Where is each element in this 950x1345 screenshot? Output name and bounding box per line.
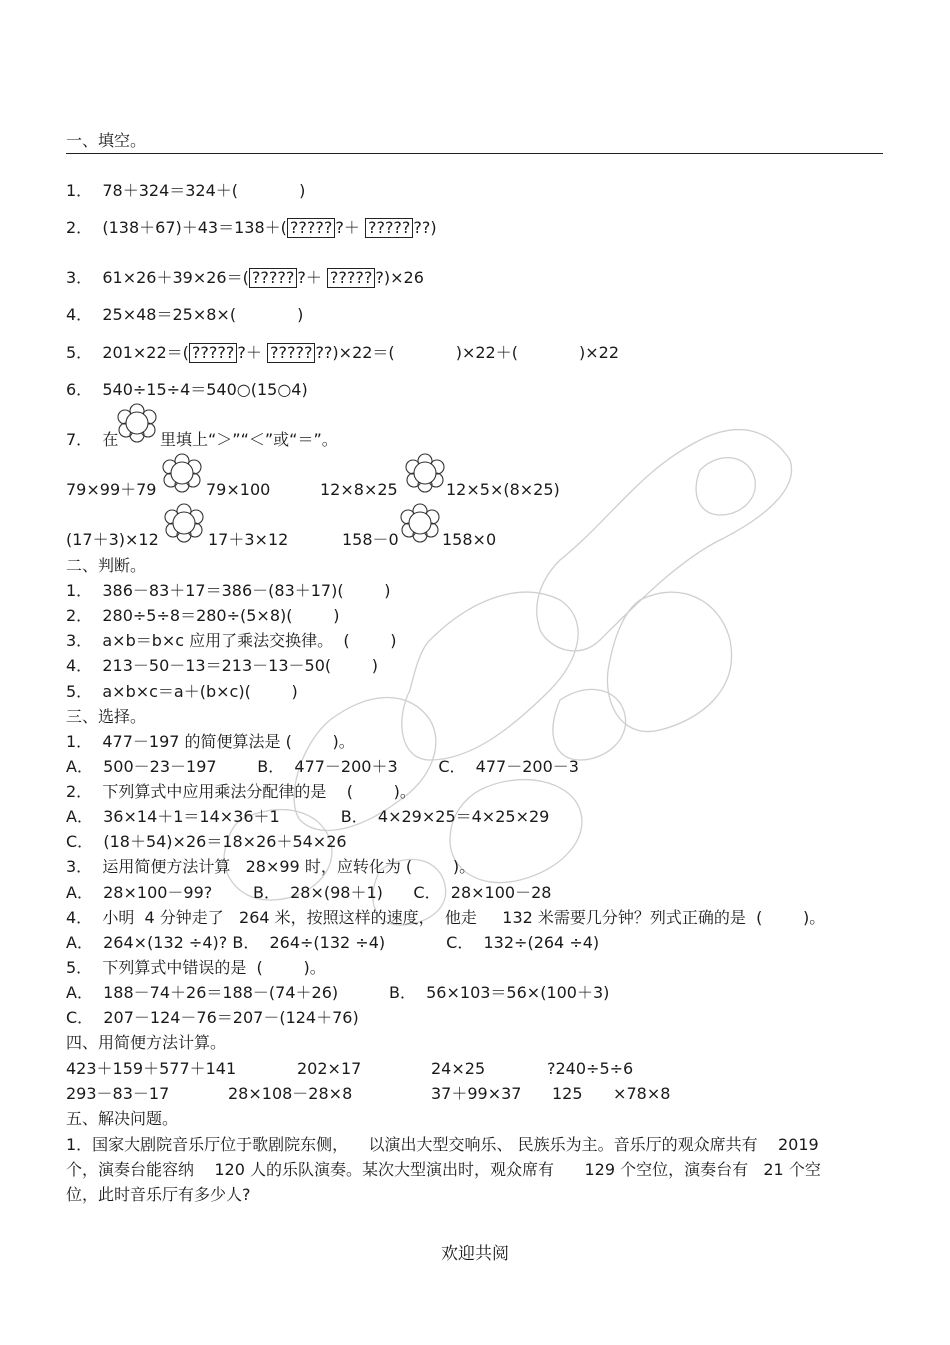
- fill-q3-text-a: 3． 61×26＋39×26＝(: [66, 268, 249, 287]
- fill-q2-text-b: ?＋: [335, 218, 365, 237]
- section-2-heading: 二、判断。: [66, 556, 147, 575]
- compare-2d: 158×0: [442, 530, 497, 549]
- judge-item: 4． 213－50－13＝213－13－50( ): [66, 656, 379, 675]
- fill-q5: [66, 343, 619, 363]
- choice-line: A． 28×100－99? B． 28×(98＋1) C． 28×100－28: [66, 883, 552, 902]
- problem-text: 位，此时音乐厅有多少人?: [66, 1185, 251, 1204]
- compare-2c: 158－0: [342, 530, 399, 549]
- compare-2a: (17＋3)×12: [66, 530, 159, 549]
- judge-item: 3． a×b＝b×c 应用了乘法交换律。 ( ): [66, 631, 397, 650]
- section-1-heading: 一、填空。: [66, 131, 147, 150]
- fill-q3-text-b: ?＋: [297, 268, 327, 287]
- choice-line: 2． 下列算式中应用乘法分配律的是 ( )。: [66, 782, 416, 801]
- calc-item: 37＋99×37: [431, 1084, 522, 1103]
- fill-q5-text-b: ?＋: [237, 343, 267, 362]
- judge-item: 2． 280÷5÷8＝280÷(5×8)( ): [66, 606, 340, 625]
- choice-line: A． 264×(132 ÷4)? B． 264÷(132 ÷4) C． 132÷(264 ÷4): [66, 933, 600, 952]
- choice-line: 5． 下列算式中错误的是 ( )。: [66, 958, 326, 977]
- section-4-heading: 四、用简便方法计算。: [66, 1033, 227, 1052]
- fill-q5-text-c: ??)×22＝( )×22＋( )×22: [315, 343, 619, 362]
- flower-blank-icon[interactable]: [398, 503, 442, 543]
- flower-blank-icon: [115, 403, 159, 443]
- fill-q6: 6． 540÷15÷4＝540○(15○4): [66, 380, 308, 399]
- flower-blank-icon[interactable]: [162, 503, 206, 543]
- fill-q2-text-a: 2． (138＋67)＋43＝138＋(: [66, 218, 287, 237]
- compare-2b: 17＋3×12: [208, 530, 289, 549]
- calc-item: 28×108－28×8: [228, 1084, 353, 1103]
- fill-q5-text-a: 5． 201×22＝(: [66, 343, 189, 362]
- choice-line: 4． 小明 4 分钟走了 264 米，按照这样的速度， 他走 132 米需要几分钟？列式正确的是 ( )。: [66, 908, 826, 927]
- calc-item: 293－83－17: [66, 1084, 170, 1103]
- fill-q3: [66, 268, 424, 288]
- choice-line: A． 36×14＋1＝14×36＋1 B． 4×29×25＝4×25×29: [66, 807, 550, 826]
- answer-box[interactable]: ?????: [287, 218, 335, 238]
- answer-box[interactable]: ?????: [327, 268, 375, 288]
- judge-item: 5． a×b×c＝a＋(b×c)( ): [66, 682, 298, 701]
- section-3-heading: 三、选择。: [66, 707, 147, 726]
- flower-blank-icon[interactable]: [403, 453, 447, 493]
- fill-q7-b: 里填上“＞”“＜”或“＝”。: [160, 430, 338, 449]
- answer-box[interactable]: ?????: [365, 218, 413, 238]
- fill-q2: [66, 218, 437, 238]
- problem-text: 1．国家大剧院音乐厅位于歌剧院东侧， 以演出大型交响乐、 民族乐为主。音乐厅的观众席共有 2019: [66, 1135, 819, 1154]
- fill-q7-a: 7． 在: [66, 430, 119, 449]
- calc-item: 24×25: [431, 1059, 486, 1078]
- problem-text: 个，演奏台能容纳 120 人的乐队演奏。某次大型演出时，观众席有 129 个空位，演奏台有 21 个空: [66, 1160, 821, 1179]
- calc-item: ?240÷5÷6: [547, 1059, 634, 1078]
- fill-q4: 4． 25×48＝25×8×( ): [66, 305, 304, 324]
- choice-line: A． 188－74＋26＝188－(74＋26) B． 56×103＝56×(100＋3): [66, 983, 610, 1002]
- fill-q1: 1． 78＋324＝324＋( ): [66, 181, 306, 200]
- page-footer: 欢迎共阅: [441, 1244, 509, 1264]
- fill-q3-text-c: ?)×26: [375, 268, 424, 287]
- compare-1c: 12×8×25: [320, 480, 398, 499]
- compare-1d: 12×5×(8×25): [446, 480, 560, 499]
- choice-line: C． (18＋54)×26＝18×26＋54×26: [66, 832, 347, 851]
- choice-line: A． 500－23－197 B． 477－200＋3 C． 477－200－3: [66, 757, 579, 776]
- calc-item: 423＋159＋577＋141: [66, 1059, 237, 1078]
- judge-item: 1． 386－83＋17＝386－(83＋17)( ): [66, 581, 391, 600]
- fill-q2-text-c: ??): [413, 218, 437, 237]
- compare-1b: 79×100: [206, 480, 271, 499]
- header-rule: [66, 153, 883, 154]
- answer-box[interactable]: ?????: [249, 268, 297, 288]
- choice-line: 3． 运用简便方法计算 28×99 时，应转化为 ( )。: [66, 857, 476, 876]
- answer-box[interactable]: ?????: [189, 343, 237, 363]
- flower-blank-icon[interactable]: [160, 453, 204, 493]
- calc-item: 125 ×78×8: [552, 1084, 671, 1103]
- section-5-heading: 五、解决问题。: [66, 1109, 179, 1128]
- compare-1a: 79×99＋79: [66, 480, 157, 499]
- choice-line: C． 207－124－76＝207－(124＋76): [66, 1008, 359, 1027]
- answer-box[interactable]: ?????: [267, 343, 315, 363]
- calc-item: 202×17: [297, 1059, 362, 1078]
- choice-line: 1． 477－197 的简便算法是 ( )。: [66, 732, 355, 751]
